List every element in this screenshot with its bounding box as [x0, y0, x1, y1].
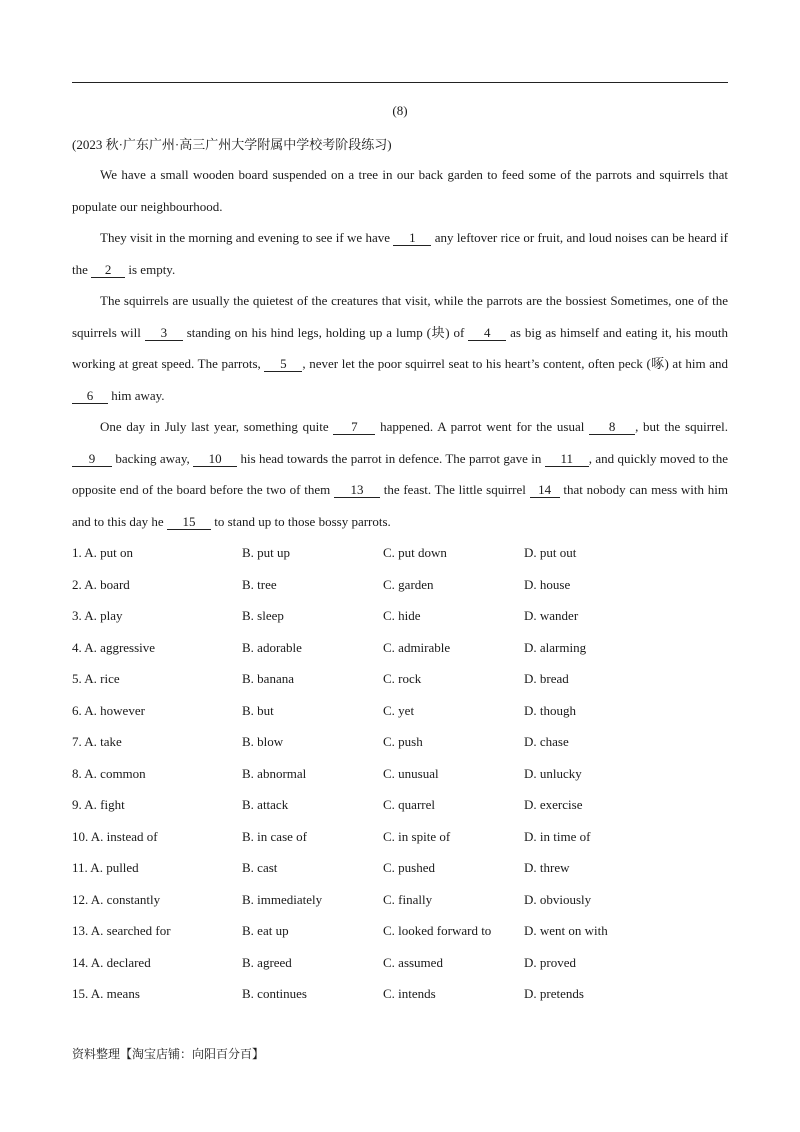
blank-8: 8 [589, 419, 635, 435]
option-a: 15. A. means [72, 986, 140, 1001]
option-d: D. threw [524, 860, 570, 875]
option-a: 10. A. instead of [72, 828, 158, 844]
option-d: D. chase [524, 734, 569, 749]
option-b: B. cast [242, 860, 278, 875]
option-row-11 [72, 852, 728, 884]
option-row-4 [72, 632, 728, 664]
option-row-1 [72, 537, 728, 569]
option-d: D. though [524, 702, 576, 718]
option-row-13 [72, 915, 728, 947]
passage [72, 159, 728, 537]
option-d: D. put out [524, 545, 577, 560]
option-row-5 [72, 663, 728, 695]
option-d: D. pretends [524, 986, 584, 1001]
option-d: D. unlucky [524, 765, 582, 781]
blank-6: 6 [72, 388, 108, 404]
option-d: D. in time of [524, 828, 591, 844]
option-row-2 [72, 569, 728, 601]
option-c: C. yet [383, 702, 415, 718]
option-row-7 [72, 726, 728, 758]
blank-5: 5 [264, 356, 302, 372]
option-c: C. assumed [383, 954, 443, 970]
paragraph-1: We have a small wooden board suspended on a tree in our back garden to feed some of the parrots and squirrels that populate our neighbourhood. [72, 167, 728, 214]
option-b: B. continues [242, 986, 307, 1001]
option-d: D. proved [524, 954, 576, 970]
header-rule [72, 82, 728, 83]
option-b: B. in case of [242, 828, 307, 844]
option-b: B. but [242, 702, 274, 718]
option-a: 14. A. declared [72, 954, 151, 970]
option-row-3 [72, 600, 728, 632]
option-a: 13. A. searched for [72, 923, 171, 938]
option-b: B. blow [242, 734, 284, 749]
blank-3: 3 [145, 325, 183, 341]
blank-4: 4 [468, 325, 506, 341]
blank-10: 10 [193, 451, 237, 467]
option-row-12 [72, 884, 728, 916]
paragraph-4: One day in July last year, something quite 7 happened. A parrot went for the usual 8 , but the squirrel. 9 backing away, 10 his head towards the parrot in defence. The parrot gave in 11 , and quickly moved to the opposite end of the board before the two of them 13 the feast. The little squirrel 14 that nobody can mess with him and to this day he 15 to stand up to those bossy parrots. [72, 419, 728, 529]
option-a: 7. A. take [72, 734, 122, 749]
option-d: D. wander [524, 608, 579, 623]
option-b: B. tree [242, 576, 277, 592]
option-d: D. house [524, 576, 571, 592]
paragraph-3: The squirrels are usually the quietest of the creatures that visit, while the parrots are the bossiest Sometimes, one of the squirrels will 3 standing on his hind legs, holding up a lump (块) of 4 as big as himself and eating it, his mouth working at great speed. The parrots, 5 , never let the poor squirrel seat to his heart’s content, often peck (啄) at him and 6 him away. [72, 293, 729, 403]
question-source: (2023 秋·广东广州·高三广州大学附属中学校考阶段练习) [72, 137, 392, 152]
option-c: C. looked forward to [383, 923, 492, 938]
option-c: C. push [383, 734, 423, 749]
option-b: B. eat up [242, 923, 289, 938]
blank-2: 2 [91, 262, 125, 278]
option-c: C. intends [383, 986, 436, 1001]
option-c: C. garden [383, 576, 434, 592]
option-c: C. admirable [383, 639, 451, 655]
option-a: 3. A. play [72, 608, 123, 623]
option-c: C. hide [383, 608, 421, 623]
option-b: B. abnormal [242, 765, 307, 781]
blank-13: 13 [334, 482, 380, 498]
option-a: 1. A. put on [72, 545, 134, 560]
option-d: D. exercise [524, 797, 583, 812]
option-a: 8. A. common [72, 765, 146, 781]
blank-9: 9 [72, 451, 112, 467]
option-c: C. unusual [383, 765, 439, 781]
option-a: 11. A. pulled [72, 860, 139, 875]
option-a: 4. A. aggressive [72, 639, 156, 655]
option-row-14 [72, 947, 728, 979]
option-a: 12. A. constantly [72, 891, 161, 907]
option-a: 2. A. board [72, 576, 130, 592]
option-a: 9. A. fight [72, 797, 125, 812]
option-a: 5. A. rice [72, 671, 120, 686]
blank-7: 7 [333, 419, 375, 435]
option-d: D. alarming [524, 639, 587, 655]
option-row-6 [72, 695, 728, 727]
option-b: B. banana [242, 671, 294, 686]
blank-14: 14 [530, 482, 560, 498]
option-row-9 [72, 789, 728, 821]
blank-15: 15 [167, 514, 211, 530]
paragraph-2: They visit in the morning and evening to see if we have 1 any leftover rice or fruit, and loud noises can be heard if the 2 is empty. [72, 230, 728, 277]
option-b: B. put up [242, 545, 291, 560]
option-b: B. adorable [242, 639, 302, 655]
option-d: D. bread [524, 671, 569, 686]
option-c: C. pushed [383, 860, 435, 875]
blank-1: 1 [393, 230, 431, 246]
option-b: B. immediately [242, 891, 323, 907]
option-c: C. finally [383, 891, 433, 907]
options-list [72, 537, 728, 1010]
option-d: D. went on with [524, 923, 608, 938]
option-c: C. rock [383, 671, 422, 686]
option-d: D. obviously [524, 891, 592, 907]
option-c: C. put down [383, 545, 447, 560]
blank-11: 11 [545, 451, 589, 467]
option-row-8 [72, 758, 728, 790]
option-a: 6. A. however [72, 702, 145, 718]
option-b: B. sleep [242, 608, 284, 623]
option-c: C. quarrel [383, 797, 435, 812]
option-row-15 [72, 978, 728, 1010]
option-b: B. agreed [242, 954, 292, 970]
question-number: (8) [392, 103, 408, 118]
footer-note: 资料整理【淘宝店铺：向阳百分百】 [72, 1047, 265, 1061]
option-b: B. attack [242, 797, 289, 812]
option-row-10 [72, 821, 728, 853]
option-c: C. in spite of [383, 828, 451, 844]
